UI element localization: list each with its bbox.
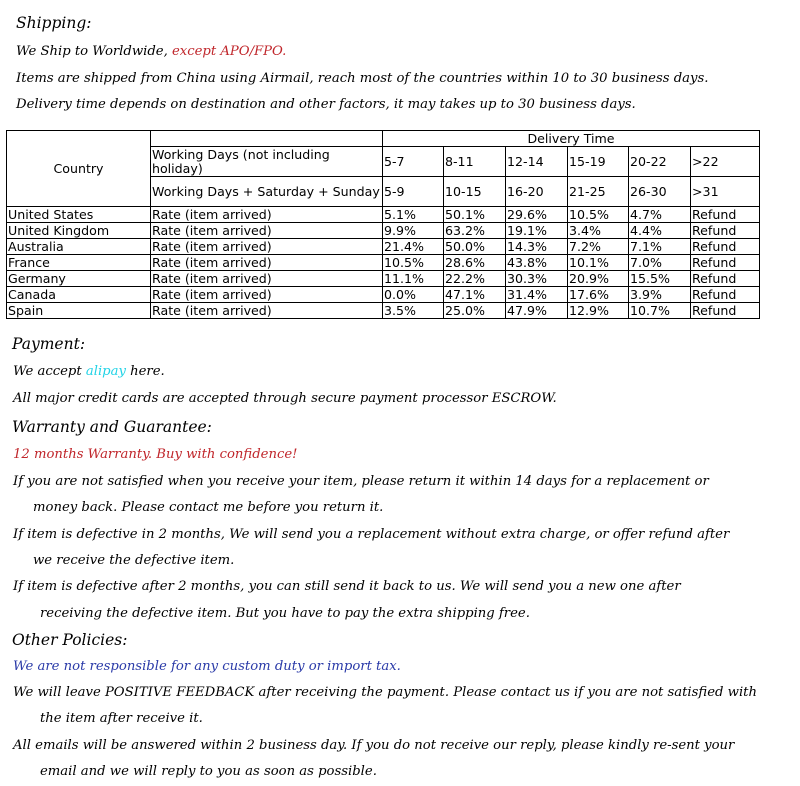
rate-value-cell: 47.9% (506, 303, 568, 319)
table-row (7, 255, 760, 271)
policies-p1-line-1: We will leave POSITIVE FEEDBACK after receiving the payment. Please contact us if you are not satisfied with (13, 685, 757, 700)
shipping-worldwide-text: We Ship to Worldwide, (16, 44, 168, 59)
rate-value-cell: 21.4% (383, 239, 444, 255)
warranty-highlight: 12 months Warranty. Buy with confidence! (13, 447, 298, 462)
rate-label-cell: Rate (item arrived) (151, 207, 383, 223)
rate-value-cell: 25.0% (444, 303, 506, 319)
payment-heading: Payment: (12, 335, 86, 353)
rate-value-cell: 10.7% (629, 303, 691, 319)
plan-value: 21-25 (568, 177, 629, 207)
rate-label-cell: Rate (item arrived) (151, 223, 383, 239)
warranty-p3-line-2: receiving the defective item. But you have to pay the extra shipping free. (40, 606, 530, 621)
rate-value-cell: 63.2% (444, 223, 506, 239)
shipping-exception-text: except APO/FPO. (172, 44, 287, 59)
rate-value-cell: 10.1% (568, 255, 629, 271)
table-row (7, 239, 760, 255)
rate-value-cell: 50.0% (444, 239, 506, 255)
policies-heading: Other Policies: (12, 631, 128, 649)
country-header: Country (7, 131, 151, 207)
rate-value-cell: 4.4% (629, 223, 691, 239)
plan-value: 20-22 (629, 147, 691, 177)
country-cell: United Kingdom (7, 223, 151, 239)
plan-value: 10-15 (444, 177, 506, 207)
rate-value-cell: 7.1% (629, 239, 691, 255)
warranty-heading: Warranty and Guarantee: (12, 418, 212, 436)
plan-value: 5-7 (383, 147, 444, 177)
rate-value-cell: 3.4% (568, 223, 629, 239)
country-cell: France (7, 255, 151, 271)
rate-label-cell: Rate (item arrived) (151, 303, 383, 319)
warranty-p1-line-2: money back. Please contact me before you return it. (33, 500, 384, 515)
rate-value-cell: 3.5% (383, 303, 444, 319)
policies-highlight: We are not responsible for any custom duty or import tax. (13, 659, 401, 674)
table-row (7, 287, 760, 303)
rate-value-cell: 7.0% (629, 255, 691, 271)
rate-value-cell: 28.6% (444, 255, 506, 271)
plan-label: Working Days (not including holiday) (151, 147, 383, 177)
rate-value-cell: Refund (691, 239, 760, 255)
rate-value-cell: 19.1% (506, 223, 568, 239)
rate-value-cell: Refund (691, 223, 760, 239)
rate-value-cell: 3.9% (629, 287, 691, 303)
plan-value: 15-19 (568, 147, 629, 177)
rate-label-cell: Rate (item arrived) (151, 287, 383, 303)
shipping-line-1 (16, 44, 286, 59)
rate-value-cell: 43.8% (506, 255, 568, 271)
rate-value-cell: 30.3% (506, 271, 568, 287)
delivery-time-table (6, 130, 760, 319)
rate-value-cell: 9.9% (383, 223, 444, 239)
rate-value-cell: 10.5% (568, 207, 629, 223)
plan-value: 5-9 (383, 177, 444, 207)
rate-value-cell: 5.1% (383, 207, 444, 223)
alipay-text: alipay (85, 364, 126, 379)
plan-value: 26-30 (629, 177, 691, 207)
table-row (7, 223, 760, 239)
plan-value: 12-14 (506, 147, 568, 177)
warranty-p3-line-1: If item is defective after 2 months, you can still send it back to us. We will send you a new one after (13, 579, 681, 594)
payment-here-text: here. (130, 364, 165, 379)
rate-value-cell: 47.1% (444, 287, 506, 303)
country-cell: Spain (7, 303, 151, 319)
plan-value: >22 (691, 147, 760, 177)
plan-value: 16-20 (506, 177, 568, 207)
plan-value: 8-11 (444, 147, 506, 177)
rate-value-cell: 4.7% (629, 207, 691, 223)
rate-value-cell: 31.4% (506, 287, 568, 303)
rate-value-cell: 0.0% (383, 287, 444, 303)
plan-label: Working Days + Saturday + Sunday (151, 177, 383, 207)
rate-value-cell: Refund (691, 255, 760, 271)
rate-label-cell: Rate (item arrived) (151, 239, 383, 255)
rate-value-cell: 12.9% (568, 303, 629, 319)
policies-p1-line-2: the item after receive it. (40, 711, 203, 726)
rate-value-cell: 11.1% (383, 271, 444, 287)
table-row (7, 271, 760, 287)
rate-value-cell: 10.5% (383, 255, 444, 271)
rate-label-cell: Rate (item arrived) (151, 255, 383, 271)
rate-value-cell: 20.9% (568, 271, 629, 287)
country-cell: Germany (7, 271, 151, 287)
rate-value-cell: Refund (691, 287, 760, 303)
table-row (7, 303, 760, 319)
payment-accept-text: We accept (13, 364, 82, 379)
warranty-p2-line-2: we receive the defective item. (33, 553, 235, 568)
rate-value-cell: Refund (691, 271, 760, 287)
rate-value-cell: 50.1% (444, 207, 506, 223)
shipping-line-2: Items are shipped from China using Airmail, reach most of the countries within 10 to 30 business days. (16, 71, 709, 86)
rate-value-cell: Refund (691, 303, 760, 319)
rate-value-cell: 22.2% (444, 271, 506, 287)
rate-value-cell: 15.5% (629, 271, 691, 287)
rate-value-cell: Refund (691, 207, 760, 223)
plan-value: >31 (691, 177, 760, 207)
rate-value-cell: 29.6% (506, 207, 568, 223)
payment-line-1 (13, 364, 165, 379)
table-row (7, 207, 760, 223)
shipping-heading: Shipping: (16, 14, 92, 32)
warranty-p1-line-1: If you are not satisfied when you receive your item, please return it within 14 days for a replacement or (13, 474, 709, 489)
policies-p2-line-1: All emails will be answered within 2 business day. If you do not receive our reply, please kindly re-sent your (13, 738, 735, 753)
rate-value-cell: 7.2% (568, 239, 629, 255)
warranty-p2-line-1: If item is defective in 2 months, We will send you a replacement without extra charge, or offer refund after (13, 527, 730, 542)
shipping-line-3: Delivery time depends on destination and other factors, it may takes up to 30 business days. (16, 97, 636, 112)
country-cell: Canada (7, 287, 151, 303)
policies-p2-line-2: email and we will reply to you as soon as possible. (40, 764, 377, 779)
country-cell: United States (7, 207, 151, 223)
delivery-time-header: Delivery Time (383, 131, 760, 147)
rate-label-cell: Rate (item arrived) (151, 271, 383, 287)
payment-line-2: All major credit cards are accepted through secure payment processor ESCROW. (13, 391, 557, 406)
country-cell: Australia (7, 239, 151, 255)
rate-value-cell: 17.6% (568, 287, 629, 303)
rate-value-cell: 14.3% (506, 239, 568, 255)
